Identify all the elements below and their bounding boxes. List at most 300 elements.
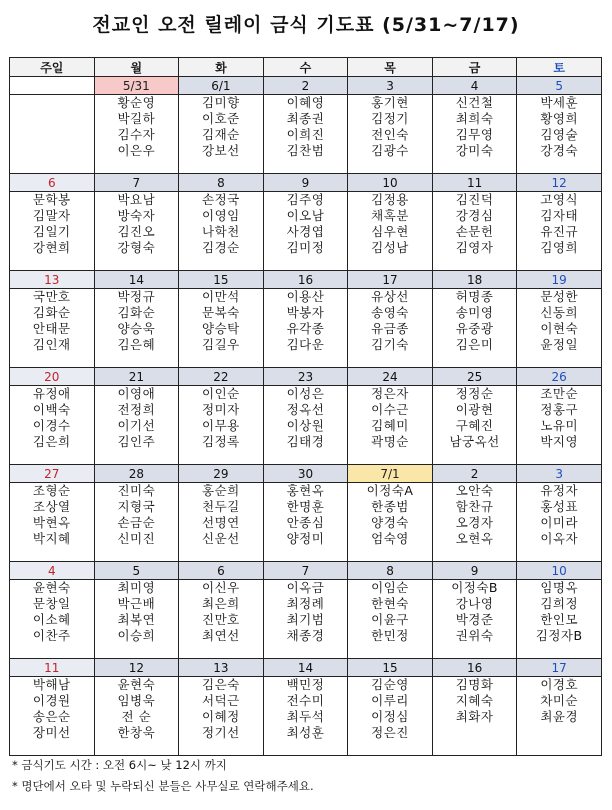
participant-name: 이성은 [286,386,325,401]
participant-name: 이찬주 [32,628,71,643]
names-cell [517,95,602,174]
participant-name: 이만석 [202,289,240,304]
names-cell [432,289,517,368]
participant-name: 양경숙 [371,515,409,530]
participant-name: 강경숙 [540,143,579,158]
names-cell [94,483,179,562]
participant-name: 이은우 [117,143,156,158]
participant-name: 신미진 [117,531,156,546]
names-cell [94,192,179,271]
participant-name: 이용산 [286,289,325,304]
date-cell: 29 [179,465,264,483]
participant-name: 국만호 [32,289,71,304]
participant-name: 김재순 [202,127,240,142]
participant-name: 한명훈 [286,499,325,514]
participant-name: 조형순 [32,483,71,498]
participant-name: 이정숙A [366,483,414,498]
participant-name: 이광현 [455,402,494,417]
participant-name: 이정숙B [451,580,498,595]
names-cell [432,192,517,271]
participant-name: 이영애 [117,386,156,401]
date-cell: 22 [179,368,264,386]
participant-name: 유금종 [371,321,409,336]
participant-name: 최미영 [117,580,156,595]
names-row [10,192,602,271]
names-cell [348,580,433,659]
date-cell: 28 [94,465,179,483]
names-cell [10,289,95,368]
date-cell: 18 [432,271,517,289]
names-cell [179,95,264,174]
participant-name: 정옥선 [286,402,325,417]
participant-name: 황영희 [540,111,579,126]
participant-name: 엄숙영 [371,531,409,546]
note-contact: * 명단에서 오타 및 누락되신 분들은 사무실로 연락해주세요. [12,779,314,793]
participant-name: 남궁옥선 [449,434,500,449]
date-cell: 15 [179,271,264,289]
date-cell: 25 [432,368,517,386]
names-cell [179,677,264,756]
names-cell [432,386,517,465]
participant-name: 최화자 [455,709,494,724]
names-cell [179,386,264,465]
participant-name: 박근배 [117,596,156,611]
date-cell: 15 [348,659,433,677]
participant-name: 이혜영 [286,95,325,110]
date-cell: 6 [179,562,264,580]
participant-name: 천두길 [202,499,240,514]
date-row [10,174,602,192]
names-cell [348,289,433,368]
participant-name: 안태문 [32,321,71,336]
participant-name: 오현옥 [455,531,494,546]
participant-name: 김명화 [455,677,494,692]
names-cell [10,192,95,271]
participant-name: 임명옥 [540,580,579,595]
participant-name: 김순영 [371,677,409,692]
participant-name: 강형숙 [117,240,156,255]
date-cell: 12 [517,174,602,192]
day-header: 토 [517,58,602,77]
participant-name: 채종경 [286,628,325,643]
participant-name: 유정자 [540,483,579,498]
participant-name: 채혹분 [371,208,409,223]
date-row [10,77,602,95]
date-row [10,271,602,289]
names-cell [179,483,264,562]
day-header: 월 [94,58,179,77]
participant-name: 김영희 [540,240,579,255]
participant-name: 이희진 [286,127,325,142]
participant-name: 이경원 [32,693,71,708]
date-cell: 19 [517,271,602,289]
participant-name: 홍기현 [371,95,409,110]
participant-name: 김수자 [117,127,156,142]
participant-name: 문성한 [540,289,579,304]
participant-name: 이임순 [371,580,409,595]
participant-name: 김다운 [286,337,325,352]
participant-name: 이현숙 [540,321,579,336]
date-cell: 5/31 [94,77,179,95]
date-cell: 10 [348,174,433,192]
participant-name: 한현숙 [371,596,409,611]
participant-name: 김찬범 [286,143,325,158]
participant-name: 이옥금 [286,580,325,595]
participant-name: 김희정 [540,596,579,611]
participant-name: 구혜진 [455,418,494,433]
participant-name: 송은순 [32,709,71,724]
names-cell [94,580,179,659]
participant-name: 차미순 [540,693,579,708]
date-cell: 5 [94,562,179,580]
participant-name: 이오남 [286,208,325,223]
participant-name: 최은희 [202,596,240,611]
page-title: 전교인 오전 릴레이 금식 기도표 (5/31~7/17) [92,14,520,36]
date-cell: 3 [517,465,602,483]
names-cell [263,483,348,562]
participant-name: 노유미 [540,418,579,433]
participant-name: 김주영 [286,192,325,207]
note-time: * 금식기도 시간 : 오전 6시~ 낮 12시 까지 [12,758,227,772]
participant-name: 김화순 [32,305,71,320]
participant-name: 박해남 [32,677,71,692]
names-row [10,677,602,756]
participant-name: 김인재 [32,337,71,352]
names-cell [517,580,602,659]
date-cell: 8 [348,562,433,580]
date-cell: 13 [10,271,95,289]
day-header: 금 [432,58,517,77]
participant-name: 선명연 [202,515,240,530]
participant-name: 정미자 [202,402,240,417]
names-cell [179,580,264,659]
names-cell [10,95,95,174]
participant-name: 나학천 [202,224,240,239]
names-cell [263,95,348,174]
participant-name: 김미향 [202,95,240,110]
participant-name: 최정례 [286,596,325,611]
names-cell [432,677,517,756]
participant-name: 안종심 [286,515,325,530]
date-cell: 17 [517,659,602,677]
participant-name: 김영자 [455,240,494,255]
date-cell: 9 [432,562,517,580]
participant-name: 정기선 [202,725,240,740]
participant-name: 박세훈 [540,95,579,110]
participant-name: 한인모 [540,612,579,627]
participant-name: 송미영 [455,305,494,320]
date-cell: 16 [263,271,348,289]
names-cell [263,580,348,659]
names-cell [432,483,517,562]
participant-name: 김진오 [117,224,156,239]
names-cell [10,386,95,465]
participant-name: 진만호 [202,612,240,627]
participant-name: 김성남 [371,240,409,255]
participant-name: 박지영 [540,434,579,449]
participant-name: 김은미 [455,337,494,352]
participant-name: 강현희 [32,240,71,255]
day-header: 화 [179,58,264,77]
participant-name: 손정국 [202,192,240,207]
participant-name: 김정기 [371,111,409,126]
date-cell: 26 [517,368,602,386]
participant-name: 문창일 [32,596,71,611]
names-cell [10,677,95,756]
names-cell [348,386,433,465]
date-cell: 14 [94,271,179,289]
date-cell: 12 [94,659,179,677]
participant-name: 허명종 [455,289,494,304]
participant-name: 김태경 [286,434,325,449]
names-row [10,386,602,465]
participant-name: 이옥자 [540,531,579,546]
participant-name: 이인순 [202,386,240,401]
participant-name: 황순영 [117,95,156,110]
participant-name: 양승탁 [202,321,240,336]
participant-name: 강경심 [455,208,494,223]
participant-name: 고영식 [540,192,579,207]
participant-name: 이수근 [371,402,409,417]
participant-name: 오안숙 [455,483,494,498]
date-cell: 7 [94,174,179,192]
participant-name: 최성훈 [286,725,325,740]
date-row [10,659,602,677]
date-cell: 8 [179,174,264,192]
names-cell [517,677,602,756]
participant-name: 이상원 [286,418,325,433]
fasting-schedule-table [9,57,602,756]
names-cell [348,95,433,174]
date-cell: 23 [263,368,348,386]
names-cell [94,677,179,756]
date-cell: 4 [432,77,517,95]
participant-name: 신동희 [540,305,579,320]
participant-name: 김은희 [32,434,71,449]
participant-name: 지혜숙 [455,693,494,708]
names-row [10,95,602,174]
names-cell [94,289,179,368]
participant-name: 진미숙 [117,483,156,498]
date-cell: 2 [263,77,348,95]
day-header: 목 [348,58,433,77]
participant-name: 조만순 [540,386,579,401]
participant-name: 심우현 [371,224,409,239]
participant-name: 이혜정 [202,709,240,724]
date-cell: 9 [263,174,348,192]
participant-name: 최윤경 [540,709,579,724]
participant-name: 이승희 [117,628,156,643]
date-cell: 6 [10,174,95,192]
participant-name: 전정희 [117,402,156,417]
participant-name: 윤현숙 [32,580,71,595]
participant-name: 박정규 [117,289,156,304]
participant-name: 방숙자 [117,208,156,223]
participant-name: 한창욱 [117,725,156,740]
date-row [10,368,602,386]
date-cell: 7 [263,562,348,580]
participant-name: 김정자B [535,628,583,643]
participant-name: 박경준 [455,612,494,627]
participant-name: 홍성표 [540,499,579,514]
participant-name: 유상선 [371,289,409,304]
participant-name: 전인숙 [371,127,409,142]
participant-name: 손금순 [117,515,156,530]
names-cell [348,192,433,271]
participant-name: 박봉자 [286,305,325,320]
names-cell [432,95,517,174]
date-cell: 13 [179,659,264,677]
participant-name: 오경자 [455,515,494,530]
names-cell [10,483,95,562]
participant-name: 김말자 [32,208,71,223]
participant-name: 최두석 [286,709,325,724]
names-cell [263,677,348,756]
participant-name: 이루리 [371,693,409,708]
names-cell [263,386,348,465]
participant-name: 문학봉 [32,192,71,207]
date-cell: 6/1 [179,77,264,95]
date-cell: 5 [517,77,602,95]
participant-name: 송영숙 [371,305,409,320]
participant-name: 윤현숙 [117,677,156,692]
participant-name: 이미라 [540,515,579,530]
participant-name: 김은혜 [117,337,156,352]
participant-name: 최복연 [117,612,156,627]
date-cell: 17 [348,271,433,289]
participant-name: 이무용 [202,418,240,433]
names-row [10,483,602,562]
names-cell [94,95,179,174]
day-header: 주일 [10,58,95,77]
participant-name: 김경순 [202,240,240,255]
names-row [10,289,602,368]
participant-name: 정은진 [371,725,409,740]
participant-name: 서덕근 [202,693,240,708]
participant-name: 이정심 [371,709,409,724]
participant-name: 지형국 [117,499,156,514]
participant-name: 김길우 [202,337,240,352]
participant-name: 양승욱 [117,321,156,336]
participant-name: 윤정일 [540,337,579,352]
date-cell: 7/1 [348,465,433,483]
participant-name: 최기범 [286,612,325,627]
participant-name: 신운선 [202,531,240,546]
participant-name: 김영술 [540,127,579,142]
participant-name: 이기선 [117,418,156,433]
date-cell [10,77,95,95]
names-cell [263,192,348,271]
participant-name: 양정미 [286,531,325,546]
participant-name: 강보선 [202,143,240,158]
date-cell: 11 [10,659,95,677]
participant-name: 김광수 [371,143,409,158]
participant-name: 전수미 [286,693,325,708]
names-cell [179,289,264,368]
date-cell: 16 [432,659,517,677]
participant-name: 강나영 [455,596,494,611]
day-header: 수 [263,58,348,77]
participant-name: 박현옥 [32,515,71,530]
participant-name: 홍현옥 [286,483,325,498]
participant-name: 이호준 [202,111,240,126]
date-cell: 30 [263,465,348,483]
participant-name: 김정용 [371,192,409,207]
participant-name: 김일기 [32,224,71,239]
date-cell: 4 [10,562,95,580]
names-cell [348,483,433,562]
names-cell [517,483,602,562]
participant-name: 이신우 [202,580,240,595]
names-cell [517,192,602,271]
participant-name: 백민정 [286,677,325,692]
participant-name: 이윤구 [371,612,409,627]
names-cell [263,289,348,368]
participant-name: 손문헌 [455,224,494,239]
participant-name: 장미선 [32,725,71,740]
date-cell: 2 [432,465,517,483]
date-row [10,465,602,483]
participant-name: 이소혜 [32,612,71,627]
participant-name: 유중광 [455,321,494,336]
participant-name: 사경엽 [286,224,325,239]
participant-name: 유정애 [32,386,71,401]
participant-name: 문복숙 [202,305,240,320]
participant-name: 정홍구 [540,402,579,417]
participant-name: 신건철 [455,95,494,110]
date-cell: 14 [263,659,348,677]
participant-name: 김은숙 [202,677,240,692]
names-cell [517,289,602,368]
date-row [10,562,602,580]
names-cell [179,192,264,271]
names-cell [10,580,95,659]
participant-name: 김기숙 [371,337,409,352]
header-row [10,58,602,77]
participant-name: 김진덕 [455,192,494,207]
participant-name: 박지혜 [32,531,71,546]
participant-name: 함찬규 [455,499,494,514]
participant-name: 임병욱 [117,693,156,708]
participant-name: 김자태 [540,208,579,223]
names-cell [94,386,179,465]
participant-name: 김혜미 [371,418,409,433]
participant-name: 최희숙 [455,111,494,126]
date-cell: 21 [94,368,179,386]
participant-name: 최연선 [202,628,240,643]
names-row [10,580,602,659]
participant-name: 김정록 [202,434,240,449]
participant-name: 정은자 [371,386,409,401]
date-cell: 27 [10,465,95,483]
participant-name: 김인주 [117,434,156,449]
participant-name: 이경수 [32,418,71,433]
participant-name: 전 순 [121,709,152,724]
participant-name: 최종권 [286,111,325,126]
names-cell [348,677,433,756]
names-cell [517,386,602,465]
participant-name: 권위숙 [455,628,494,643]
participant-name: 정정순 [455,386,494,401]
participant-name: 박길하 [117,111,156,126]
date-cell: 10 [517,562,602,580]
participant-name: 한종범 [371,499,409,514]
notes [12,755,314,797]
participant-name: 김무영 [455,127,494,142]
participant-name: 김화순 [117,305,156,320]
participant-name: 유진규 [540,224,579,239]
participant-name: 김미정 [286,240,325,255]
